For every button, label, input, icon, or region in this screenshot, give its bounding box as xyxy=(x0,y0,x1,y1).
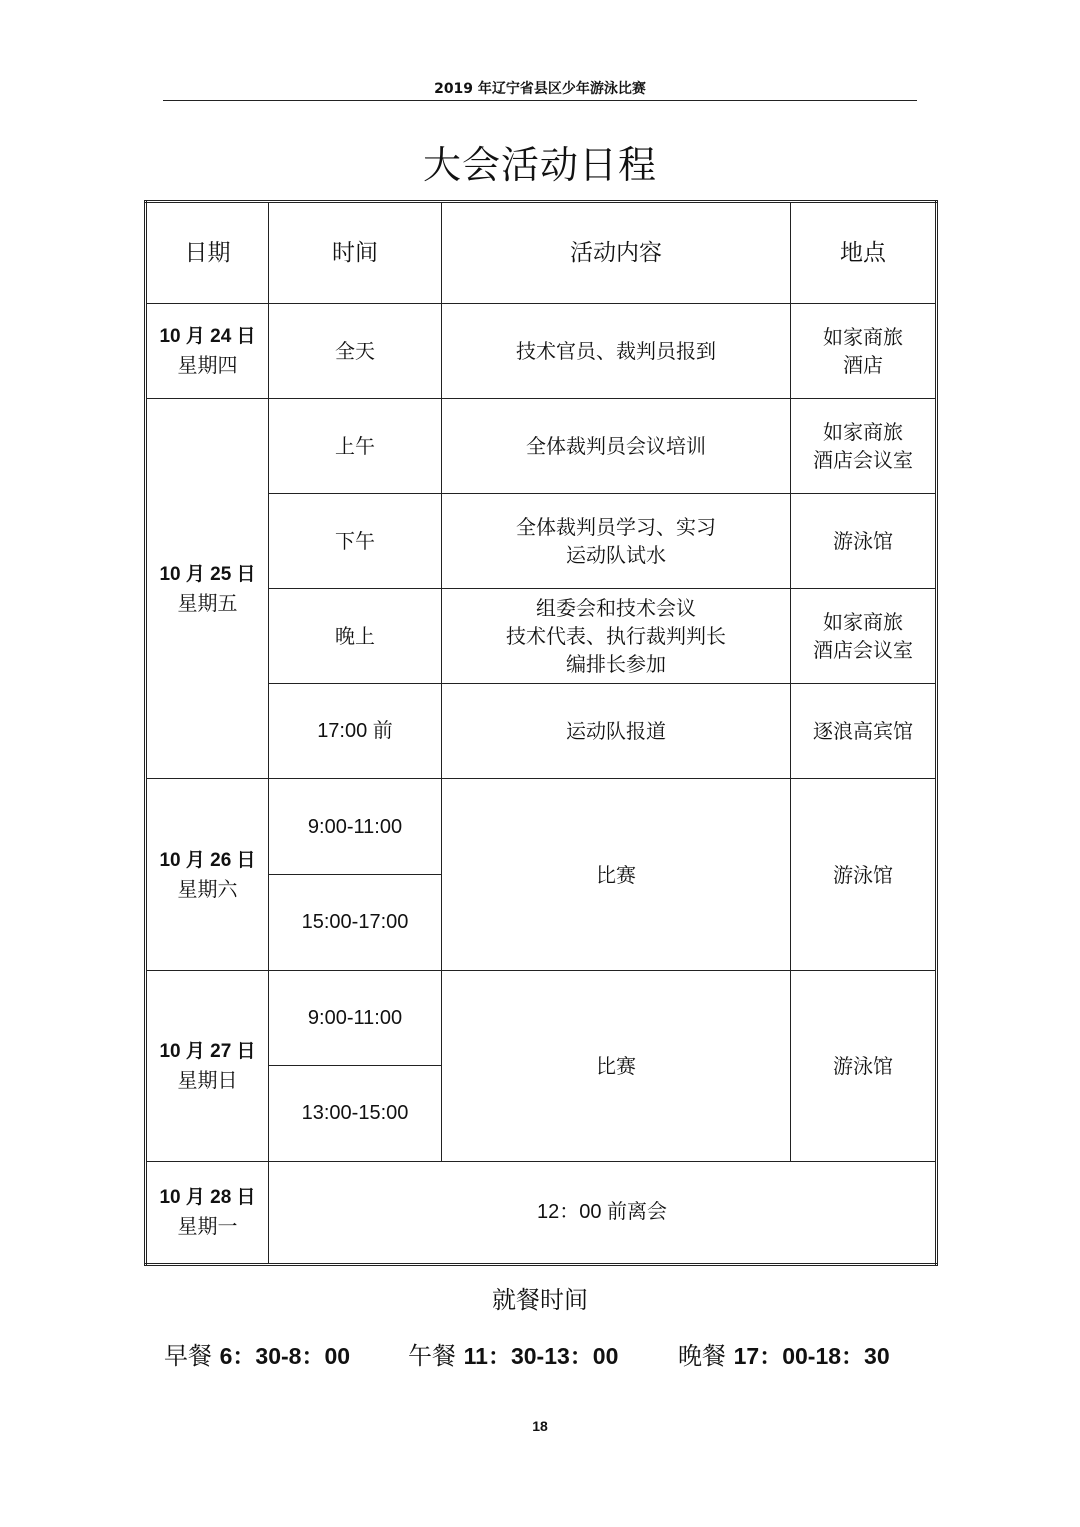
column-header-activity: 活动内容 xyxy=(442,202,791,304)
meal-time: 6：30-8：00 xyxy=(219,1343,351,1369)
table-row xyxy=(146,304,937,399)
time-cell: 9:00-11:00 xyxy=(269,970,442,1065)
date-cell xyxy=(146,779,269,970)
activity-line: 运动队试水 xyxy=(566,543,666,568)
date-text: 10 月 27 日 xyxy=(159,1040,256,1062)
table-row xyxy=(146,1161,937,1264)
table-row xyxy=(146,399,937,494)
venue-line: 酒店会议室 xyxy=(813,448,913,473)
venue-cell xyxy=(791,399,937,494)
time-cell: 晚上 xyxy=(269,589,442,684)
venue-line: 如家商旅 xyxy=(823,420,903,445)
venue-line: 如家商旅 xyxy=(823,325,903,350)
weekday-text: 星期日 xyxy=(177,1067,238,1092)
header-rule xyxy=(163,100,917,101)
activity-cell xyxy=(442,684,791,779)
time-cell: 上午 xyxy=(269,399,442,494)
activity-line: 比赛 xyxy=(596,1053,636,1078)
meal-dinner xyxy=(678,1336,890,1371)
activity-line: 组委会和技术会议 xyxy=(536,596,696,621)
activity-line: 编排长参加 xyxy=(566,652,666,677)
activity-cell xyxy=(442,494,791,589)
meal-breakfast xyxy=(164,1336,350,1371)
date-cell xyxy=(146,970,269,1161)
venue-line: 逐浪高宾馆 xyxy=(813,719,913,744)
activity-line: 比赛 xyxy=(596,862,636,887)
date-text: 10 月 28 日 xyxy=(159,1187,256,1209)
date-cell xyxy=(146,1161,269,1264)
meal-label: 早餐 xyxy=(164,1342,212,1370)
venue-cell xyxy=(791,779,937,970)
meal-time: 11：30-13：00 xyxy=(463,1343,619,1369)
time-cell: 全天 xyxy=(269,304,442,399)
activity-line: 全体裁判员学习、实习 xyxy=(516,515,716,540)
venue-line: 如家商旅 xyxy=(823,610,903,635)
venue-line: 酒店会议室 xyxy=(813,638,913,663)
weekday-text: 星期一 xyxy=(177,1214,238,1239)
weekday-text: 星期四 xyxy=(177,353,238,378)
venue-cell xyxy=(791,304,937,399)
time-cell: 下午 xyxy=(269,494,442,589)
venue-line: 游泳馆 xyxy=(833,862,893,887)
activity-cell xyxy=(442,304,791,399)
activity-cell xyxy=(442,779,791,970)
meal-time: 17：00-18：30 xyxy=(733,1343,890,1369)
meal-section-title: 就餐时间 xyxy=(492,1286,588,1314)
activity-cell xyxy=(442,970,791,1161)
date-text: 10 月 24 日 xyxy=(159,326,256,348)
activity-cell xyxy=(442,589,791,684)
date-text: 10 月 26 日 xyxy=(159,849,256,871)
activity-line: 技术官员、裁判员报到 xyxy=(516,339,716,364)
document-title: 大会活动日程 xyxy=(422,143,657,187)
table-row xyxy=(146,970,937,1065)
activity-cell: 12：00 前离会 xyxy=(269,1161,937,1264)
activity-cell xyxy=(442,399,791,494)
schedule-table xyxy=(144,200,938,1266)
activity-line: 运动队报道 xyxy=(566,719,666,744)
venue-cell xyxy=(791,494,937,589)
time-cell: 9:00-11:00 xyxy=(269,779,442,874)
activity-line: 全体裁判员会议培训 xyxy=(526,434,706,459)
column-header-venue: 地点 xyxy=(791,202,937,304)
date-cell xyxy=(146,399,269,779)
column-header-date: 日期 xyxy=(146,202,269,304)
time-cell: 13:00-15:00 xyxy=(269,1065,442,1161)
table-row xyxy=(146,779,937,874)
meal-label: 午餐 xyxy=(408,1342,456,1370)
weekday-text: 星期六 xyxy=(177,876,238,901)
venue-line: 酒店 xyxy=(843,353,883,378)
date-cell xyxy=(146,304,269,399)
meal-lunch xyxy=(408,1336,618,1371)
table-header-row xyxy=(146,202,937,304)
venue-cell xyxy=(791,684,937,779)
date-text: 10 月 25 日 xyxy=(159,563,256,585)
venue-cell xyxy=(791,970,937,1161)
time-cell: 17:00 前 xyxy=(269,684,442,779)
column-header-time: 时间 xyxy=(269,202,442,304)
venue-line: 游泳馆 xyxy=(833,1053,893,1078)
venue-line: 游泳馆 xyxy=(833,529,893,554)
weekday-text: 星期五 xyxy=(177,590,238,615)
time-cell: 15:00-17:00 xyxy=(269,874,442,970)
meal-label: 晚餐 xyxy=(678,1342,726,1370)
page-number: 18 xyxy=(532,1418,548,1434)
running-header: 2019 年辽宁省县区少年游泳比赛 xyxy=(434,81,646,97)
venue-cell xyxy=(791,589,937,684)
activity-line: 技术代表、执行裁判判长 xyxy=(506,624,726,649)
